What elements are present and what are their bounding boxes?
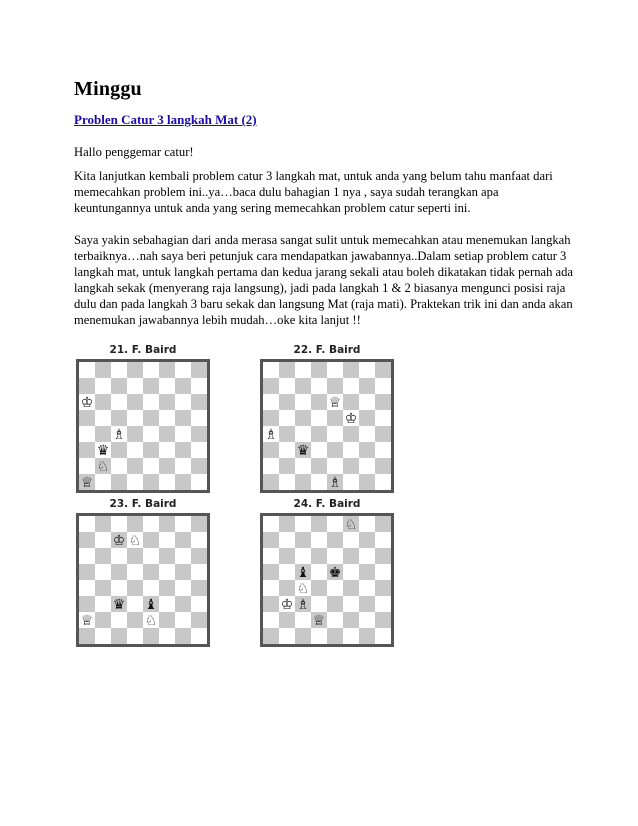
chess-piece-icon: ♕: [80, 475, 94, 490]
board-square: [311, 426, 327, 442]
board-square: [95, 612, 111, 628]
chess-piece-icon: ♘: [144, 613, 158, 629]
board-square: [359, 362, 375, 378]
board-square: [263, 394, 279, 410]
board-square: [375, 426, 391, 442]
board-square: [127, 378, 143, 394]
board-square: [375, 362, 391, 378]
board-square: [175, 394, 191, 410]
board-square: [279, 458, 295, 474]
board-square: [263, 612, 279, 628]
board-square: [175, 532, 191, 548]
board-square: [175, 474, 191, 490]
board-square: [143, 564, 159, 580]
board-square: [95, 580, 111, 596]
board-square: [159, 378, 175, 394]
board-square: [175, 628, 191, 644]
board-square: [359, 564, 375, 580]
paragraph-1: Kita lanjutkan kembali problem catur 3 langkah mat, untuk anda yang belum tahu manfaat dari memecahkan problem ini..ya…baca dulu bahagian 1 nya , saya sudah terangkan apa keuntungannya untuk anda yang sering memecahkan problem catur seperti ini.: [74, 169, 553, 215]
chess-piece-icon: ♘: [344, 517, 358, 533]
chess-piece-icon: ♔: [80, 395, 94, 411]
diagram-label: 24. F. Baird: [293, 498, 361, 510]
board-square: [263, 564, 279, 580]
board-square: [295, 378, 311, 394]
board-square: [279, 394, 295, 410]
board-square: [127, 442, 143, 458]
board-square: [143, 362, 159, 378]
board-square: [375, 474, 391, 490]
board-square: [95, 394, 111, 410]
board-square: [279, 516, 295, 532]
board-square: [263, 362, 279, 378]
board-square: [311, 548, 327, 564]
board-square: [359, 378, 375, 394]
board-square: [79, 410, 95, 426]
board-square: [263, 458, 279, 474]
board-square: [175, 612, 191, 628]
board-square: [111, 612, 127, 628]
board-square: [127, 362, 143, 378]
board-square: [279, 628, 295, 644]
board-square: [279, 362, 295, 378]
board-square: [111, 394, 127, 410]
board-square: [127, 548, 143, 564]
board-square: [111, 442, 127, 458]
board-square: [191, 596, 207, 612]
board-square: [343, 378, 359, 394]
chess-piece-icon: ♝: [296, 565, 310, 581]
board-square: [95, 564, 111, 580]
board-square: [95, 516, 111, 532]
board-square: [359, 596, 375, 612]
board-square: [175, 458, 191, 474]
board-square: [175, 378, 191, 394]
board-square: [79, 516, 95, 532]
post-title-link[interactable]: Problen Catur 3 langkah Mat (2): [74, 112, 257, 127]
board-square: [375, 612, 391, 628]
board-square: [191, 580, 207, 596]
chess-piece-icon: ♗: [328, 475, 342, 490]
board-square: [111, 548, 127, 564]
board-square: [263, 442, 279, 458]
board-square: [263, 596, 279, 612]
board-square: [191, 426, 207, 442]
board-square: [143, 548, 159, 564]
board-square: [343, 442, 359, 458]
board-square: [79, 426, 95, 442]
board-square: [127, 426, 143, 442]
board-square: [175, 548, 191, 564]
board-square: [359, 532, 375, 548]
board-square: [127, 516, 143, 532]
chess-piece-icon: ♔: [344, 411, 358, 427]
board-square: [295, 426, 311, 442]
board-square: [263, 628, 279, 644]
board-square: [159, 474, 175, 490]
board-square: [327, 458, 343, 474]
board-square: [327, 362, 343, 378]
board-square: [375, 410, 391, 426]
board-square: [311, 580, 327, 596]
board-square: [111, 474, 127, 490]
board-square: [327, 532, 343, 548]
board-square: [359, 580, 375, 596]
board-square: [375, 378, 391, 394]
board-square: [375, 596, 391, 612]
board-square: [295, 362, 311, 378]
board-square: [143, 628, 159, 644]
board-square: [127, 628, 143, 644]
chess-piece-icon: ♚: [328, 565, 342, 581]
board-square: [327, 628, 343, 644]
board-square: [79, 548, 95, 564]
diagram-label: 22. F. Baird: [293, 344, 361, 356]
board-square: [143, 442, 159, 458]
board-square: [95, 378, 111, 394]
board-square: [263, 516, 279, 532]
board-square: [327, 580, 343, 596]
board-square: [311, 474, 327, 490]
board-square: [111, 378, 127, 394]
board-square: [143, 580, 159, 596]
board-square: [95, 362, 111, 378]
board-square: [311, 628, 327, 644]
board-square: [127, 474, 143, 490]
chess-piece-icon: ♛: [112, 597, 126, 613]
chess-piece-icon: ♘: [96, 459, 110, 475]
diagram-label: 23. F. Baird: [109, 498, 177, 510]
board-square: [159, 548, 175, 564]
board-square: [295, 548, 311, 564]
board-square: [143, 394, 159, 410]
board-square: [375, 516, 391, 532]
chess-board: [260, 359, 394, 493]
board-square: [279, 548, 295, 564]
board-square: [143, 532, 159, 548]
board-square: [191, 394, 207, 410]
board-square: [159, 580, 175, 596]
board-square: [359, 548, 375, 564]
chess-piece-icon: ♕: [80, 613, 94, 629]
board-square: [175, 596, 191, 612]
post-day-heading: Minggu: [74, 78, 142, 100]
chess-board: [76, 359, 210, 493]
board-square: [343, 580, 359, 596]
board-square: [143, 458, 159, 474]
board-square: [263, 580, 279, 596]
chess-piece-icon: ♔: [280, 597, 294, 613]
board-square: [159, 628, 175, 644]
board-square: [79, 442, 95, 458]
board-square: [375, 532, 391, 548]
board-square: [295, 458, 311, 474]
chess-piece-icon: ♗: [264, 427, 278, 443]
board-square: [175, 442, 191, 458]
board-square: [191, 628, 207, 644]
board-square: [279, 426, 295, 442]
board-square: [359, 474, 375, 490]
board-square: [343, 458, 359, 474]
board-square: [191, 612, 207, 628]
board-square: [359, 516, 375, 532]
board-square: [343, 548, 359, 564]
board-square: [79, 564, 95, 580]
board-square: [127, 458, 143, 474]
board-square: [343, 532, 359, 548]
board-square: [127, 612, 143, 628]
board-square: [327, 410, 343, 426]
board-square: [327, 426, 343, 442]
board-square: [159, 410, 175, 426]
board-square: [127, 394, 143, 410]
board-square: [95, 532, 111, 548]
board-square: [95, 426, 111, 442]
board-square: [95, 596, 111, 612]
board-square: [111, 580, 127, 596]
board-square: [111, 458, 127, 474]
chess-board: [76, 513, 210, 647]
board-square: [343, 474, 359, 490]
greeting-text: Hallo penggemar catur!: [74, 145, 194, 159]
board-square: [359, 442, 375, 458]
board-square: [191, 442, 207, 458]
board-square: [79, 532, 95, 548]
diagram-label: 21. F. Baird: [109, 344, 177, 356]
board-square: [375, 394, 391, 410]
board-square: [191, 548, 207, 564]
board-square: [159, 516, 175, 532]
board-square: [359, 628, 375, 644]
board-square: [159, 394, 175, 410]
board-square: [375, 458, 391, 474]
board-square: [263, 474, 279, 490]
paragraph-2: Saya yakin sebahagian dari anda merasa sangat sulit untuk memecahkan atau menemukan langkah terbaiknya…nah saya beri petunjuk cara mendapatkan jawabannya..Dalam setiap problem catur 3 langkah mat, untuk langkah pertama dan kedua jarang sekali atau boleh dikatakan tidak pernah ada langkah sekak (menyerang raja langsung), jadi pada langkah 1 & 2 biasanya mengunci posisi raja dulu dan pada langkah 3 baru sekak dan langsung Mat (raja mati). Praktekan trik ini dan anda akan menemukan jawabannya lebih mudah…oke kita lanjut !!: [74, 233, 574, 327]
board-square: [327, 548, 343, 564]
board-square: [143, 410, 159, 426]
board-square: [279, 580, 295, 596]
board-square: [295, 516, 311, 532]
board-square: [191, 362, 207, 378]
board-square: [143, 426, 159, 442]
board-square: [263, 548, 279, 564]
board-square: [159, 362, 175, 378]
board-square: [311, 394, 327, 410]
board-square: [159, 532, 175, 548]
board-square: [159, 426, 175, 442]
board-square: [343, 612, 359, 628]
board-square: [143, 378, 159, 394]
board-square: [159, 596, 175, 612]
board-square: [79, 596, 95, 612]
chess-piece-icon: ♕: [328, 395, 342, 411]
board-square: [79, 580, 95, 596]
board-square: [311, 596, 327, 612]
board-square: [311, 458, 327, 474]
board-square: [327, 596, 343, 612]
board-square: [175, 516, 191, 532]
board-square: [327, 378, 343, 394]
board-square: [79, 628, 95, 644]
board-square: [175, 410, 191, 426]
board-square: [159, 458, 175, 474]
board-square: [295, 474, 311, 490]
board-square: [79, 362, 95, 378]
board-square: [263, 378, 279, 394]
board-square: [279, 532, 295, 548]
board-square: [327, 612, 343, 628]
board-square: [311, 516, 327, 532]
board-square: [327, 442, 343, 458]
board-square: [295, 532, 311, 548]
board-square: [143, 516, 159, 532]
board-square: [311, 564, 327, 580]
board-square: [343, 628, 359, 644]
board-square: [375, 580, 391, 596]
chess-piece-icon: ♘: [296, 581, 310, 597]
board-square: [343, 426, 359, 442]
board-square: [79, 378, 95, 394]
board-square: [159, 612, 175, 628]
board-square: [127, 596, 143, 612]
board-square: [95, 548, 111, 564]
board-square: [279, 378, 295, 394]
board-square: [359, 612, 375, 628]
board-square: [191, 516, 207, 532]
board-square: [191, 410, 207, 426]
board-square: [359, 394, 375, 410]
board-square: [111, 362, 127, 378]
chess-piece-icon: ♗: [112, 427, 126, 443]
chess-piece-icon: ♛: [296, 443, 310, 459]
board-square: [311, 532, 327, 548]
board-square: [327, 516, 343, 532]
board-square: [175, 564, 191, 580]
board-square: [295, 410, 311, 426]
board-square: [375, 548, 391, 564]
board-square: [279, 442, 295, 458]
chess-piece-icon: ♗: [296, 597, 310, 613]
chess-board: [260, 513, 394, 647]
chess-piece-icon: ♕: [312, 613, 326, 629]
board-square: [111, 564, 127, 580]
board-square: [175, 426, 191, 442]
board-square: [191, 458, 207, 474]
board-square: [95, 628, 111, 644]
board-square: [111, 410, 127, 426]
board-square: [295, 394, 311, 410]
board-square: [343, 394, 359, 410]
board-square: [191, 474, 207, 490]
board-square: [343, 564, 359, 580]
board-square: [375, 628, 391, 644]
board-square: [111, 516, 127, 532]
board-square: [159, 442, 175, 458]
board-square: [191, 378, 207, 394]
board-square: [343, 362, 359, 378]
board-square: [279, 410, 295, 426]
board-square: [359, 458, 375, 474]
chess-piece-icon: ♘: [128, 533, 142, 549]
board-square: [311, 410, 327, 426]
board-square: [127, 410, 143, 426]
board-square: [295, 612, 311, 628]
board-square: [95, 410, 111, 426]
board-square: [375, 564, 391, 580]
board-square: [375, 442, 391, 458]
board-square: [263, 532, 279, 548]
board-square: [79, 458, 95, 474]
board-square: [279, 612, 295, 628]
board-square: [359, 410, 375, 426]
board-square: [263, 410, 279, 426]
chess-piece-icon: ♝: [144, 597, 158, 613]
board-square: [175, 362, 191, 378]
board-square: [159, 564, 175, 580]
board-square: [191, 564, 207, 580]
board-square: [143, 474, 159, 490]
board-square: [111, 628, 127, 644]
board-square: [127, 564, 143, 580]
board-square: [343, 596, 359, 612]
board-square: [175, 580, 191, 596]
board-square: [191, 532, 207, 548]
board-square: [311, 378, 327, 394]
board-square: [359, 426, 375, 442]
board-square: [279, 474, 295, 490]
chess-piece-icon: ♔: [112, 533, 126, 549]
board-square: [311, 442, 327, 458]
board-square: [95, 474, 111, 490]
board-square: [279, 564, 295, 580]
board-square: [127, 580, 143, 596]
chess-piece-icon: ♛: [96, 443, 110, 459]
board-square: [295, 628, 311, 644]
board-square: [311, 362, 327, 378]
